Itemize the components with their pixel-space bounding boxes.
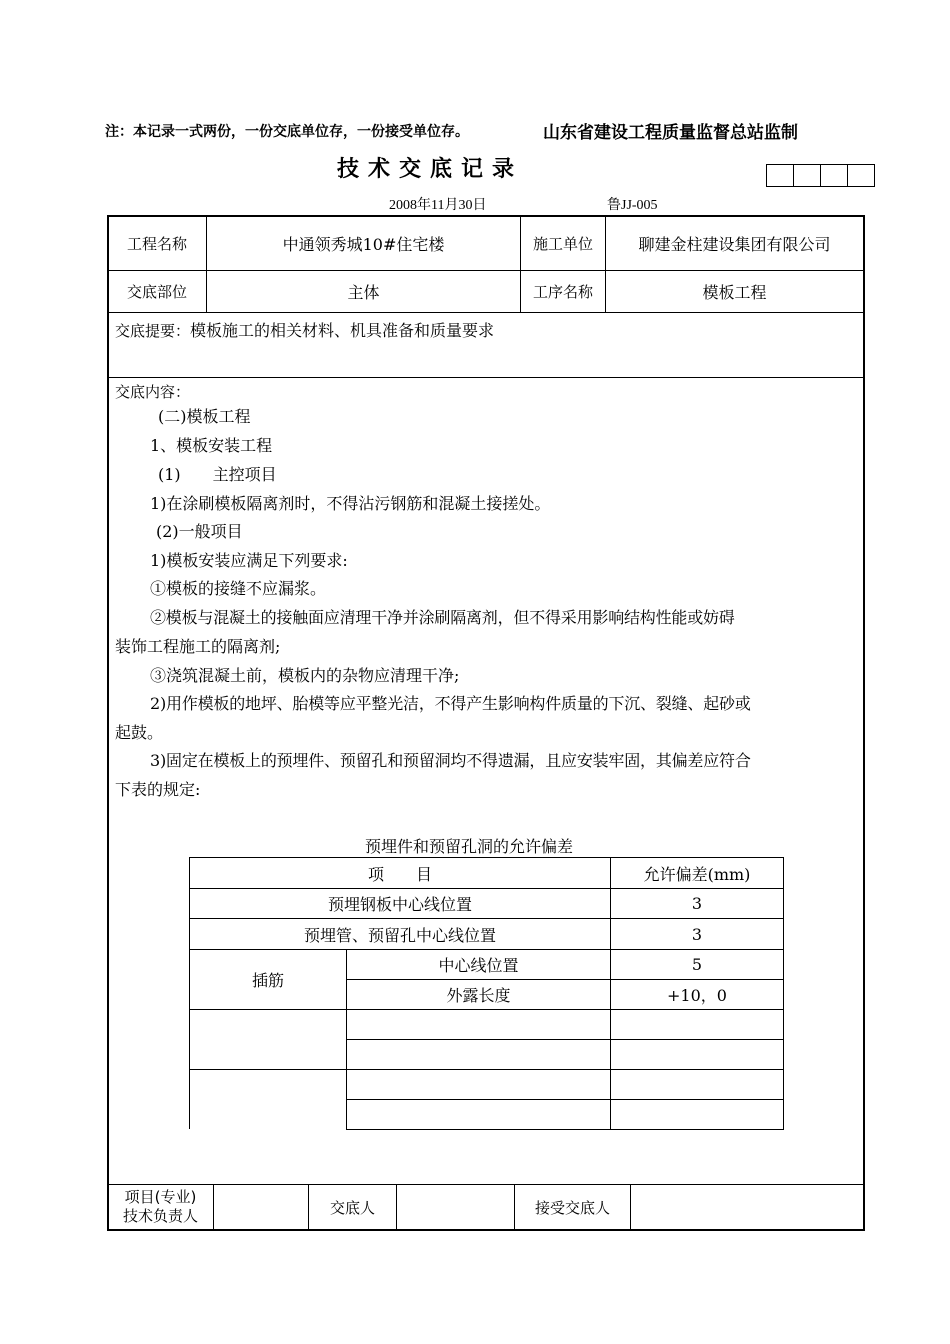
content-line: 1)模板安装应满足下列要求:: [150, 551, 348, 570]
table-caption: 预埋件和预留孔洞的允许偏差: [365, 837, 574, 856]
number-box: [848, 165, 874, 186]
summary: [115, 318, 494, 341]
content-line: (2)一般项目: [156, 522, 243, 541]
receiver-label: 接受交底人: [534, 1198, 610, 1217]
discloser-label: 交底人: [329, 1198, 375, 1217]
supervising-org: 山东省建设工程质量监督总站监制: [543, 123, 798, 143]
summary-text: 模板施工的相关材料、机具准备和质量要求: [190, 321, 495, 340]
project-name-value: 中通领秀城10#住宅楼: [282, 235, 445, 254]
record-number-boxes: [766, 164, 875, 187]
content-line: 下表的规定:: [115, 780, 201, 799]
form-code: 鲁JJ-005: [607, 198, 658, 213]
content-line: ②模板与混凝土的接触面应清理干净并涂刷隔离剂，但不得采用影响结构性能或妨碍: [150, 608, 735, 627]
table-row-item: 外露长度: [446, 986, 511, 1005]
table-row-item: 预埋钢板中心线位置: [327, 895, 472, 914]
divider: [107, 377, 865, 378]
part-label: 交底部位: [126, 283, 187, 301]
part-value: 主体: [347, 283, 380, 302]
table-row-value: 3: [691, 924, 703, 944]
frame-right: [863, 215, 865, 1231]
content-line: ①模板的接缝不应漏浆。: [150, 579, 327, 598]
summary-label: 交底提要：: [115, 322, 191, 340]
tech-lead-label-line: 项目(专业): [124, 1188, 197, 1206]
tech-lead-label-line: 技术负责人: [122, 1207, 198, 1225]
tech-lead-label: [108, 1185, 213, 1229]
table-line: [189, 1069, 784, 1070]
content-line: (二)模板工程: [158, 407, 251, 426]
construction-unit-label: 施工单位: [532, 235, 593, 253]
tech-lead-signature[interactable]: [214, 1185, 308, 1229]
frame-left: [107, 215, 109, 1231]
rebar-label: 插筋: [251, 971, 284, 990]
number-box: [821, 165, 848, 186]
table-line: [346, 1129, 784, 1130]
table-row-item: 中心线位置: [438, 956, 519, 975]
table-line: [346, 1039, 784, 1040]
table-line: [189, 1009, 784, 1010]
construction-unit-value: 聊建金柱建设集团有限公司: [638, 235, 831, 254]
number-box: [767, 165, 794, 186]
table-header-value: 允许偏差(mm): [643, 864, 751, 884]
process-label: 工序名称: [532, 283, 593, 301]
content-line: 1、模板安装工程: [150, 436, 273, 455]
discloser-signature[interactable]: [397, 1185, 514, 1229]
record-note: 注：本记录一式两份，一份交底单位存，一份接受单位存。: [105, 124, 469, 140]
frame-bottom: [107, 1229, 865, 1231]
content-line: 装饰工程施工的隔离剂;: [115, 637, 281, 656]
table-line: [783, 857, 784, 1130]
receiver-signature[interactable]: [631, 1185, 863, 1229]
content-line: 3)固定在模板上的预埋件、预留孔和预留洞均不得遗漏，且应安装牢固，其偏差应符合: [150, 751, 751, 770]
content-label: 交底内容：: [115, 383, 191, 401]
content-line: (1) 主控项目: [158, 465, 277, 484]
page-title: 技术交底记录: [337, 157, 524, 182]
table-row-item: 预埋管、预留孔中心线位置: [303, 925, 496, 945]
table-header-item: 项 目: [367, 864, 432, 884]
table-line: [346, 1099, 784, 1100]
divider: [107, 312, 865, 313]
content-line: 1)在涂刷模板隔离剂时，不得沾污钢筋和混凝土接搓处。: [150, 494, 551, 513]
project-name-label: 工程名称: [126, 235, 187, 253]
process-value: 模板工程: [702, 283, 767, 302]
content-line: 起鼓。: [115, 723, 164, 742]
record-date: 2008年11月30日: [389, 198, 487, 213]
content-line: ③浇筑混凝土前，模板内的杂物应清理干净;: [150, 666, 460, 685]
table-row-value: 3: [691, 894, 703, 913]
table-row-value: 5: [691, 955, 703, 974]
content-line: 2)用作模板的地坪、胎模等应平整光洁，不得产生影响构件质量的下沉、裂缝、起砂或: [150, 694, 751, 713]
number-box: [794, 165, 821, 186]
table-row-value: +10，0: [667, 986, 727, 1005]
